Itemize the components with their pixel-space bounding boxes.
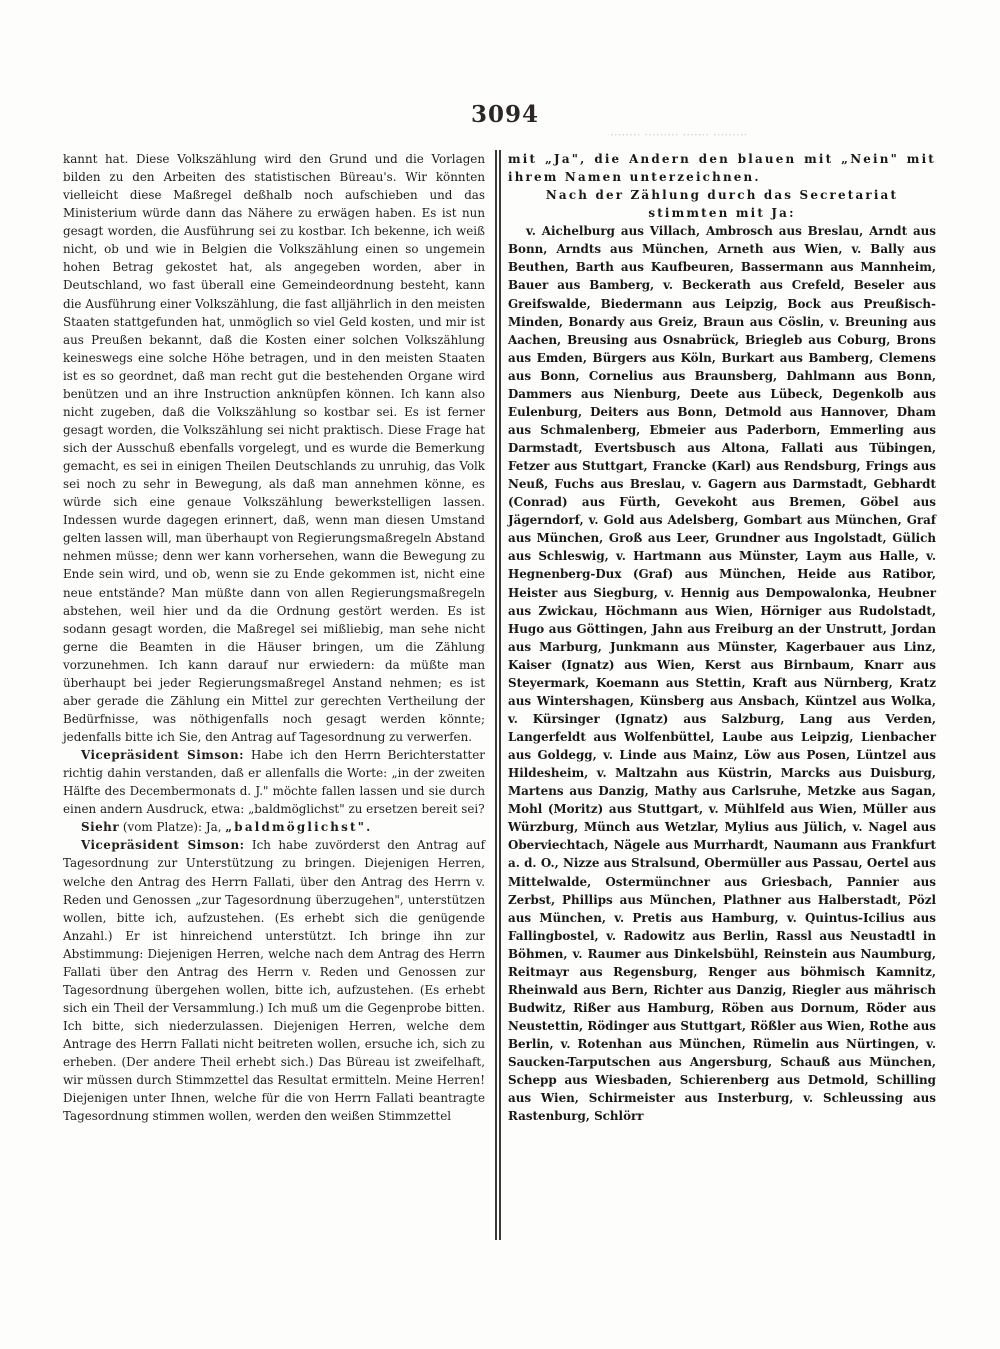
column-divider [495, 150, 501, 1240]
vote-name-list: v. Aichelburg aus Villach, Ambrosch aus Breslau, Arndt aus Bonn, Arndts aus München, Arneth aus Wien, v. Bally aus Beuthen, Barth aus Kaufbeuren, Bassermann aus Mannheim, Bauer aus Bamberg, v. Beckerath aus Crefeld, Beseler aus Greifswalde, Biedermann aus Leipzig, Bock aus Preußisch-Minden, Bonardy aus Greiz, Braun aus Cöslin, v. Breuning aus Aachen, Breusing aus Osnabrück, Briegleb aus Coburg, Brons aus Emden, Bürgers aus Köln, Burkart aus Bamberg, Clemens aus Bonn, Cornelius aus Braunsberg, Dahlmann aus Bonn, Dammers aus Nienburg, Deete aus Lübeck, Degenkolb aus Eulenburg, Deiters aus Bonn, Detmold aus Hannover, Dham aus Schmalenberg, Ebmeier aus Paderborn, Emmerling aus Darmstadt, Evertsbusch aus Altona, Fallati aus Tübingen, Fetzer aus Stuttgart, Francke (Karl) aus Rendsburg, Frings aus Neuß, Fuchs aus Breslau, v. Gagern aus Darmstadt, Gebhardt (Conrad) aus Fürth, Gevekoht aus Bremen, Göbel aus Jägerndorf, v. Gold aus Adelsberg, Gombart aus München, Graf aus München, Groß aus Leer, Grundner aus Ingolstadt, Gülich aus Schleswig, v. Hartmann aus Münster, Laym aus Halle, v. Hegnenberg-Dux (Graf) aus München, Heide aus Ratibor, Heister aus Siegburg, v. Hennig aus Dempowalonka, Heubner aus Zwickau, Höchmann aus Wien, Hörniger aus Rudolstadt, Hugo aus Göttingen, Jahn aus Freiburg an der Unstrutt, Jordan aus Marburg, Junkmann aus Münster, Kagerbauer aus Linz, Kaiser (Ignatz) aus Wien, Kerst aus Birnbaum, Knarr aus Steyermark, Koemann aus Stettin, Kraft aus Nürnberg, Kratz aus Wintershagen, Künsberg aus Ansbach, Küntzel aus Wolka, v. Kürsinger (Ignatz) aus Salzburg, Lang aus Verden, Langerfeldt aus Wolfenbüttel, Laube aus Leipzig, Lienbacher aus Goldegg, v. Linde aus Mainz, Löw aus Posen, Lüntzel aus Hildesheim, v. Maltzahn aus Küstrin, Marcks aus Duisburg, Martens aus Danzig, Mathy aus Carlsruhe, Metzke aus Sagan, Mohl (Moritz) aus Stuttgart, v. Mühlfeld aus Wien, Müller aus Würzburg, Münch aus Wetzlar, Mylius aus Jülich, v. Nagel aus Oberviechtach, Nägele aus Murrhardt, Naumann aus Frankfurt a. d. O., Nizze aus Stralsund, Obermüller aus Passau, Oertel aus Mittelwalde, Ostermünchner aus Griesbach, Pannier aus Zerbst, Phillips aus München, Plathner aus Halberstadt, Pözl aus München, v. Pretis aus Hamburg, v. Quintus-Icilius aus Fallingbostel, v. Radowitz aus Berlin, Rassl aus Neustadtl in Böhmen, v. Raumer aus Dinkelsbühl, Reinstein aus Naumburg, Reitmayr aus Regensburg, Renger aus böhmisch Kamnitz, Rheinwald aus Bern, Richter aus Danzig, Riegler aus mährisch Budwitz, Rißer aus Hamburg, Röben aus Dornum, Röder aus Neustettin, Rödinger aus Stuttgart, Rößler aus Wien, Rothe aus Berlin, v. Rotenhan aus München, Rümelin aus Nürtingen, v. Saucken-Tarputschen aus Angersburg, Schauß aus München, Schepp aus Wiesbaden, Schierenberg aus Detmold, Schilling aus Wien, Schirmeister aus Insterburg, v. Schleussing aus Rastenburg, Schlörr [508, 224, 936, 1124]
speech-quote: „baldmöglichst". [225, 820, 373, 835]
vote-heading: Nach der Zählung durch das Secretariat stimmten mit Ja: [545, 188, 899, 221]
continuation-text: mit „Ja", die Andern den blauen mit „Nein" mit ihrem Namen unterzeichnen. [508, 152, 936, 185]
left-column [63, 150, 485, 1125]
bleed-through-text: ········ ········· ······· ········· [610, 128, 748, 142]
speech-paragraph [63, 818, 485, 836]
speaker-name: Vicepräsident Simson: [81, 748, 244, 763]
speech-paragraph: kannt hat. Diese Volkszählung wird den Grund und die Vorlagen bilden zu den Arbeiten des statistischen Büreau's. Wir könnten vielleicht diese Maßregel deßhalb noch aufschieben und das Ministerium würde dann das Nähere zu erwägen haben. Es ist nun gesagt worden, die Ausführung sei zu kostbar. Ich bekenne, ich weiß nicht, ob und wie in Belgien die Volkszählung einen so ungemein hohen Betrag gekostet hat, als angegeben worden, aber in Deutschland, wo fast überall eine Gemeindeordnung besteht, kann die Ausführung einer Volkszählung, die fast alljährlich in den meisten Staaten stattgefunden hat, unmöglich so viel Geld kosten, und mir ist aus Preußen bekannt, daß die Kosten einer solchen Volkszählung keineswegs eine solche Höhe betragen, und in den meisten Staaten ist es so geordnet, daß man recht gut die bestehenden Organe wird benützen und an ihre Instruction anknüpfen können. Ich kann also nicht zugeben, daß die Volkszählung so kostbar sei. Es ist ferner gesagt worden, die Volkszählung sei nicht praktisch. Diese Frage hat sich der Ausschuß ebenfalls vorgelegt, und es wurde die Bemerkung gemacht, es sei in einigen Theilen Deutschlands zu unruhig, das Volk sei noch zu sehr in Bewegung, als daß man annehmen könne, es würde sich eine genaue Volkszählung bewerkstelligen lassen. Indessen wurde dagegen erinnert, daß, wenn man diesen Umstand gelten lassen will, man überhaupt von Regierungsmaßregeln Abstand nehmen müsse; denn wer kann vorhersehen, wann die Bewegung zu Ende sein wird, und ob, wenn sie zu Ende gekommen ist, nicht eine neue entstände? Man müßte dann von allen Regierungsmaßregeln abstehen, weil hier und da die Ordnung gestört werden. Es ist sodann gesagt worden, die Maßregel sei mißliebig, man sehe nicht gerne die Beamten in die Häuser bringen, um die Zählung vorzunehmen. Ich kann darauf nur erwiedern: da müßte man überhaupt bei jeder Regierungsmaßregel Anstand nehmen; es ist aber gerade die Zählung ein Mittel zur gerechten Vertheilung der Bedürfnisse, was nöthigenfalls noch gesagt werden könnte; jedenfalls bitte ich Sie, den Antrag auf Tagesordnung zu verwerfen. [63, 152, 485, 744]
page-number: 3094 [470, 101, 539, 128]
speech-paragraph [63, 746, 485, 818]
speech-text: Habe ich den Herrn Berichterstatter richtig dahin verstanden, daß er allenfalls die Worte: „in der zweiten Hälfte des Decembermonats d. J." möchte fallen lassen und sie durch einen andern Ausdruck, etwa: „baldmöglichst" zu ersetzen bereit sei? [63, 748, 485, 817]
speech-text: (vom Platze): Ja, [119, 820, 226, 835]
speaker-name: Siehr [81, 820, 120, 835]
right-column [508, 150, 936, 1125]
speaker-name: Vicepräsident Simson: [81, 838, 245, 853]
speech-paragraph [63, 836, 485, 1125]
speech-text: Ich habe zuvörderst den Antrag auf Tagesordnung zur Unterstützung zu bringen. Diejenigen Herren, welche den Antrag des Herrn Fallati, über den Antrag des Herrn v. Reden und Genossen „zur Tagesordnung überzugehen", unterstützen wollen, bitte ich, aufzustehen. (Es erhebt sich die genügende Anzahl.) Er ist hinreichend unterstützt. Ich bringe ihn zur Abstimmung: Diejenigen Herren, welche nach dem Antrag des Herrn Fallati über den Antrag des Herrn v. Reden und Genossen zur Tagesordnung übergehen wollen, bitte ich, aufzustehen. (Es erhebt sich ein Theil der Versammlung.) Ich muß um die Gegenprobe bitten. Ich bitte, sich niederzulassen. Diejenigen Herren, welche dem Antrage des Herrn Fallati nicht beitreten wollen, ersuche ich, sich zu erheben. (Der andere Theil erhebt sich.) Das Büreau ist zweifelhaft, wir müssen durch Stimmzettel das Resultat ermitteln. Meine Herren! Diejenigen unter Ihnen, welche für die von Herrn Fallati beantragte Tagesordnung stimmen wollen, werden den weißen Stimmzettel [63, 838, 485, 1124]
